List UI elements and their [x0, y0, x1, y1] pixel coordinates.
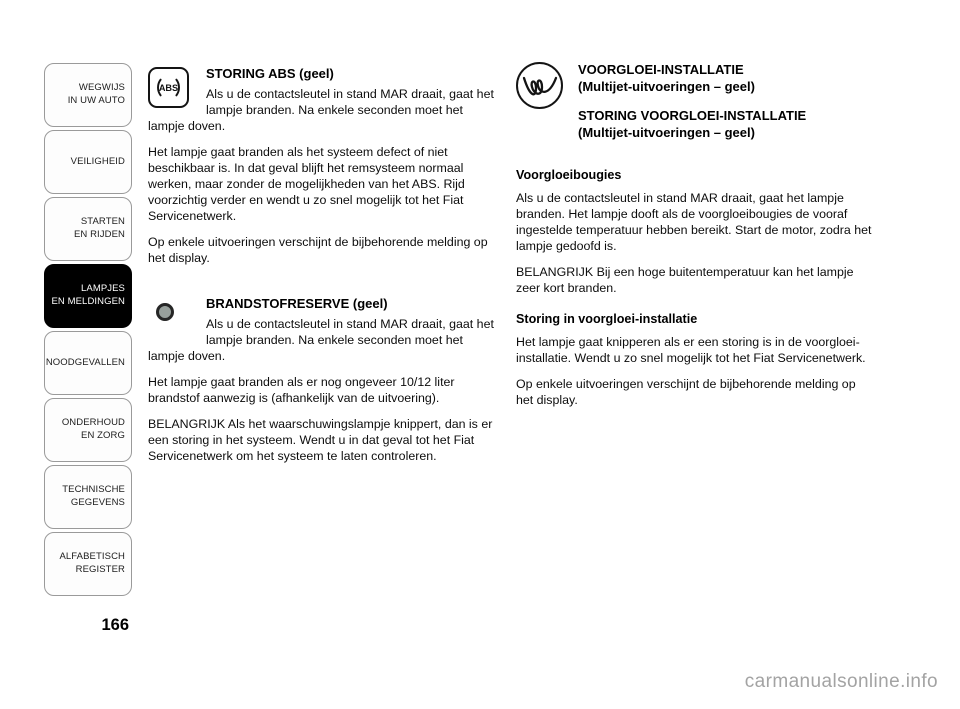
fuel-icon-container	[148, 296, 206, 346]
abs-intro-text: Als u de contactsleutel in stand MAR draait, gaat het lampje branden. Na enkele seconden moet het lampje doven.	[148, 87, 494, 133]
glow-plug-headings	[578, 62, 806, 154]
sidebar-tab-wegwijs	[44, 63, 132, 127]
tab-label: IN UW AUTO	[67, 95, 125, 106]
tab-label: EN MELDINGEN	[51, 296, 125, 307]
glow-heading-2-line1: STORING VOORGLOEI-INSTALLATIE	[578, 108, 807, 123]
tab-label: EN ZORG	[81, 430, 125, 441]
tab-label: STARTEN	[80, 216, 125, 228]
abs-icon-label: ABS	[158, 83, 179, 93]
sidebar-tab-noodgevallen	[44, 331, 132, 395]
glow-subheading-storing: Storing in voorgloei-installatie	[516, 312, 698, 326]
sidebar-tab-veiligheid	[44, 130, 132, 194]
fuel-reserve-icon	[156, 303, 174, 321]
tab-label: VEILIGHEID	[70, 155, 125, 167]
tab-label: EN RIJDEN	[73, 229, 125, 240]
sidebar-tab-onderhoud	[44, 398, 132, 462]
glow-plug-header	[516, 62, 874, 154]
glow-paragraph-4: Op enkele uitvoeringen verschijnt de bijbehorende melding op het display.	[516, 377, 856, 407]
tab-label: WEGWIJS	[78, 82, 125, 94]
tab-label: NOODGEVALLEN	[45, 356, 125, 368]
tab-label: GEGEVENS	[70, 497, 125, 508]
glow-plug-icon	[516, 62, 563, 109]
glow-heading-2-line2: (Multijet-uitvoeringen – geel)	[578, 124, 755, 140]
glow-heading-2	[578, 108, 806, 141]
tab-label: TECHNISCHE	[62, 484, 125, 496]
glow-subheading-bougies: Voorgloeibougies	[516, 168, 622, 182]
abs-paragraph-2: Op enkele uitvoeringen verschijnt de bijbehorende melding op het display.	[148, 235, 488, 265]
right-column	[516, 62, 874, 418]
tab-label: ALFABETISCH	[59, 551, 125, 563]
left-column	[148, 64, 500, 486]
sidebar-tab-technische	[44, 465, 132, 529]
glow-paragraph-3: Het lampje gaat knipperen als er een storing is in de voorgloei-installatie. Wendt u zo snel mogelijk tot het Fiat Servicenetwerk.	[516, 335, 866, 365]
sidebar-tab-starten	[44, 197, 132, 261]
fuel-intro-text: Als u de contactsleutel in stand MAR draait, gaat het lampje branden. Na enkele seconden moet het lampje doven.	[148, 317, 494, 363]
abs-warning-section	[148, 66, 500, 266]
glow-paragraph-2: BELANGRIJK Bij een hoge buitentemperatuur kan het lampje zeer kort branden.	[516, 265, 854, 295]
abs-section-heading: STORING ABS (geel)	[206, 66, 334, 81]
glow-heading-1-line1: VOORGLOEI-INSTALLATIE	[578, 62, 744, 77]
fuel-paragraph-1: Het lampje gaat branden als er nog ongeveer 10/12 liter brandstof aanwezig is (afhankelijk van de uitvoering).	[148, 375, 455, 405]
fuel-paragraph-2: BELANGRIJK Als het waarschuwingslampje knippert, dan is er een storing in het systeem. Wendt u in dat geval tot het Fiat Servicenetwerk om het systeem te laten controleren.	[148, 417, 493, 463]
fuel-reserve-section	[148, 296, 500, 464]
sidebar-tab-register	[44, 532, 132, 596]
abs-warning-icon	[148, 67, 189, 108]
glow-paragraph-1: Als u de contactsleutel in stand MAR draait, gaat het lampje branden. Het lampje dooft als de voorgloeibougies de vooraf ingestelde temperatuur hebben bereikt. Start de motor, zodra het lampje gedoofd is.	[516, 191, 872, 253]
fuel-section-heading: BRANDSTOFRESERVE (geel)	[206, 296, 388, 311]
site-watermark: carmanualsonline.info	[744, 671, 938, 692]
chapter-tab-sidebar	[44, 63, 132, 596]
abs-paragraph-1: Het lampje gaat branden als het systeem defect of niet beschikbaar is. In dat geval blijft het remsysteem normaal werken, maar zonder de mogelijkheden van het ABS. Rijd voorzichtig verder en wendt u zo snel mogelijk tot het Fiat Servicenetwerk.	[148, 145, 465, 223]
glow-heading-1-line2: (Multijet-uitvoeringen – geel)	[578, 78, 755, 94]
glow-heading-1	[578, 62, 806, 95]
abs-icon-container	[148, 66, 206, 116]
tab-label: REGISTER	[75, 564, 125, 575]
tab-label: LAMPJES	[81, 283, 125, 295]
tab-label: ONDERHOUD	[61, 417, 125, 429]
page-number: 166	[101, 616, 129, 634]
sidebar-tab-lampjes-active	[44, 264, 132, 328]
